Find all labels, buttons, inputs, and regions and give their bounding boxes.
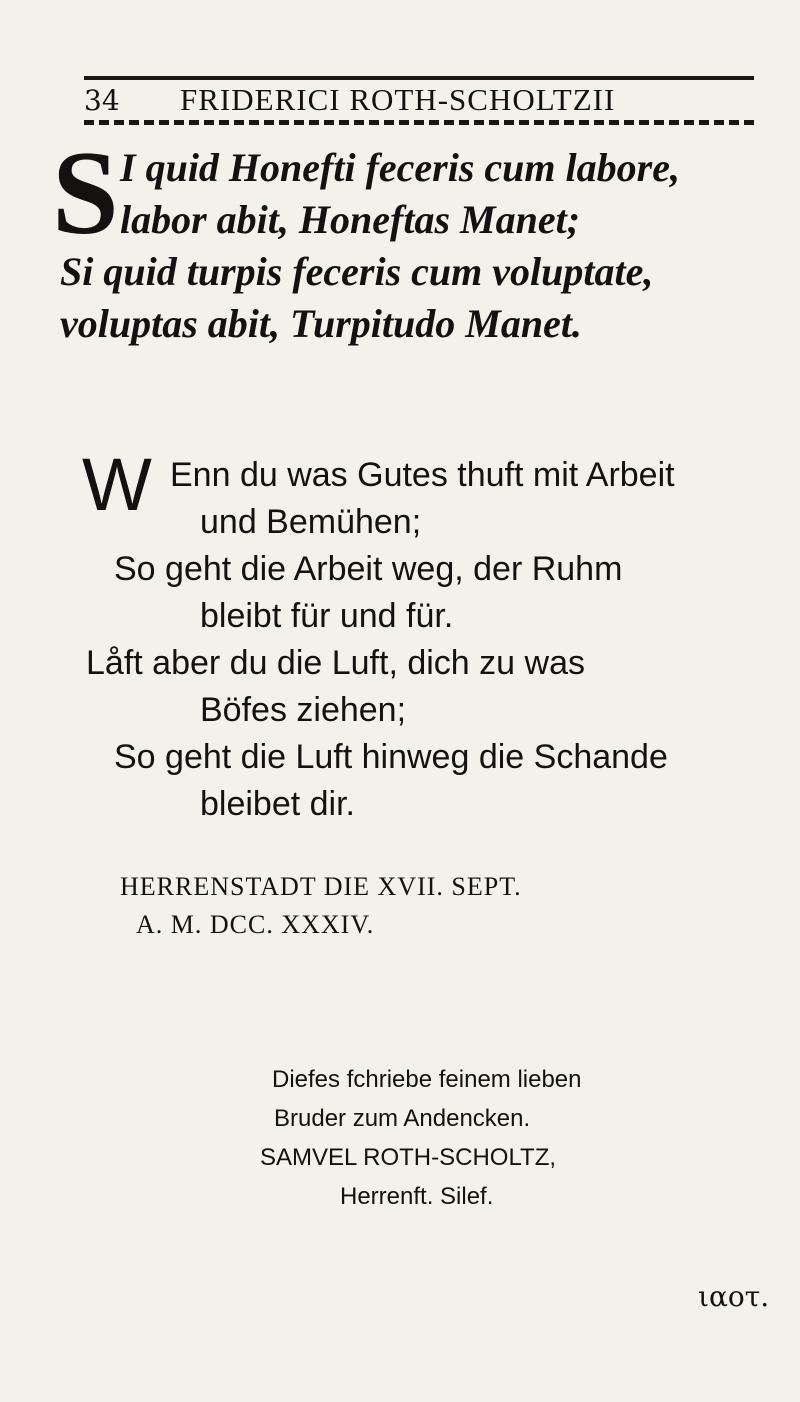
dedication-line-4: Herrenft. Silef.	[340, 1183, 494, 1210]
latin-line-3: Si quid turpis feceris cum voluptate,	[60, 249, 654, 294]
year-line: A. M. DCC. XXXIV.	[136, 910, 375, 939]
german-line-8: bleibet dir.	[200, 785, 355, 823]
german-line-3: So geht die Arbeit weg, der Ruhm	[114, 550, 623, 588]
german-line-6: Böfes ziehen;	[200, 691, 407, 729]
dedication-line-3: SAMVEL ROTH-SCHOLTZ,	[260, 1144, 557, 1171]
german-line-1: Enn du was Gutes thuft mit Arbeit	[170, 456, 675, 494]
catchword: ιαοτ.	[698, 1280, 770, 1313]
german-line-7: So geht die Luft hinweg die Schande	[114, 738, 668, 776]
drop-cap-s: S	[52, 126, 119, 259]
german-line-5: Låft aber du die Luft, dich zu was	[86, 644, 585, 682]
dedication-line-1: Diefes fchriebe feinem lieben	[272, 1066, 582, 1093]
running-head	[84, 76, 754, 126]
latin-line-2: labor abit, Honeftas Manet;	[120, 197, 581, 242]
dateline	[120, 868, 720, 944]
german-line-2: und Bemühen;	[200, 503, 422, 541]
running-title: FRIDERICI ROTH-SCHOLTZII	[180, 82, 616, 117]
place-date: HERRENSTADT DIE XVII. SEPT.	[120, 872, 522, 901]
ornamental-rule	[84, 120, 754, 125]
latin-line-4: voluptas abit, Turpitudo Manet.	[60, 301, 582, 346]
latin-line-1: I quid Honefti feceris cum labore,	[120, 145, 680, 190]
page-number: 34	[84, 84, 120, 117]
latin-verse	[52, 126, 740, 350]
german-line-4: bleibt für und für.	[200, 597, 454, 635]
german-verse	[82, 443, 766, 828]
drop-cap-w: W	[82, 443, 152, 526]
top-rule	[84, 76, 754, 80]
dedication-line-2: Bruder zum Andencken.	[274, 1105, 531, 1132]
dedication	[260, 1060, 760, 1216]
